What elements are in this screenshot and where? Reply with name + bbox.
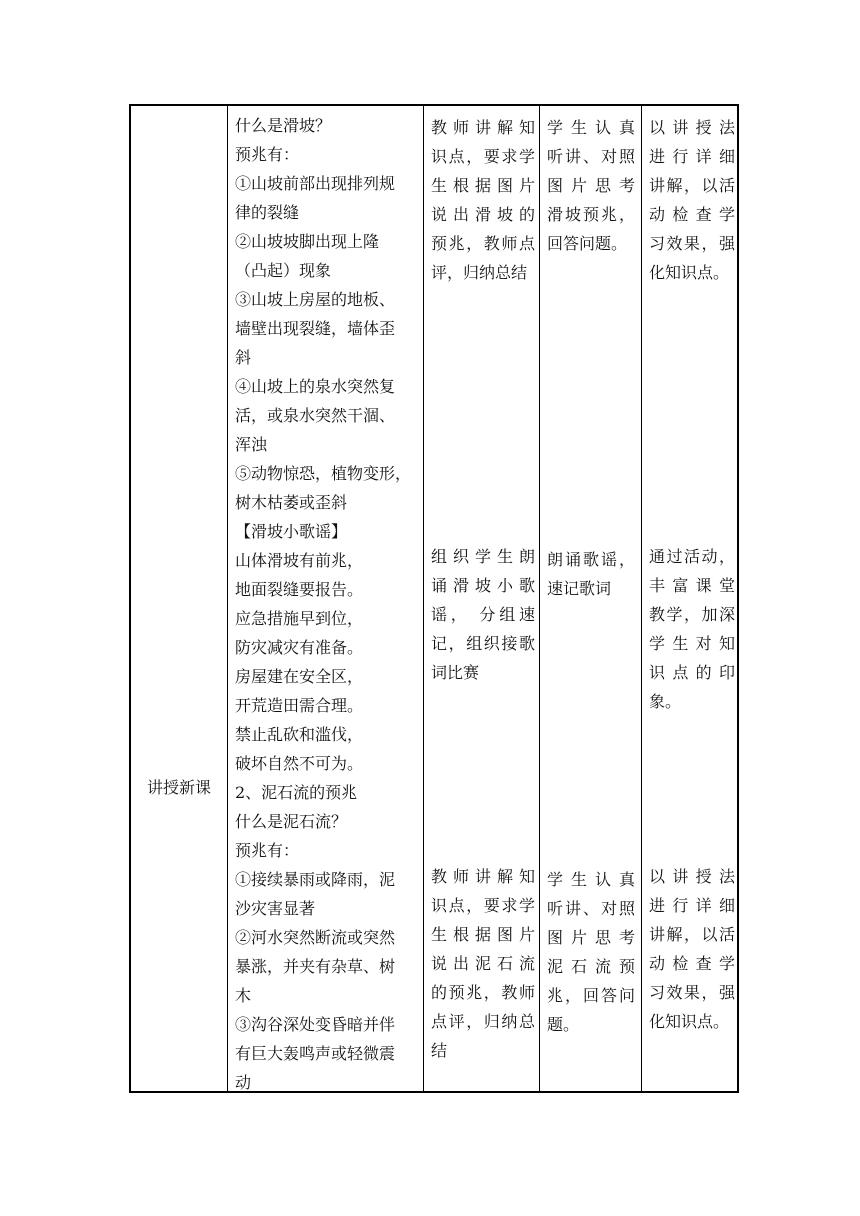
text-line: 滑坡预兆， — [547, 205, 635, 224]
teacher-activity-2 — [431, 542, 535, 687]
text-line: 识点，要求学 — [431, 896, 535, 915]
text-line: 讲解，以活 — [649, 176, 735, 195]
text-line: 防灾减灾有准备。 — [235, 638, 364, 657]
column-divider — [641, 106, 642, 1091]
text-line: 讲解，以活 — [649, 925, 735, 944]
text-line: 诵滑坡小歌 — [431, 576, 535, 595]
text-line: 预兆，教师点 — [431, 234, 535, 253]
text-line: 浑浊 — [235, 435, 268, 454]
text-line: ③山坡上房屋的地板、 — [235, 290, 396, 309]
text-line: 学生对知 — [649, 634, 735, 653]
text-line: 学生认真 — [547, 118, 635, 137]
text-line: 识点的印 — [649, 663, 735, 682]
text-line: ③沟谷深处变昏暗并伴 — [235, 1015, 396, 1034]
text-line: 斜 — [235, 348, 252, 367]
text-line: 评，归纳总结 — [431, 263, 528, 282]
text-line: 谣， 分组速 — [431, 605, 535, 624]
text-line: 【滑坡小歌谣】 — [235, 522, 348, 541]
text-line: 以讲授法 — [649, 118, 735, 137]
text-line: 通过活动， — [649, 547, 735, 566]
text-line: ①接续暴雨或降雨，泥 — [235, 870, 396, 889]
text-line: 识点，要求学 — [431, 147, 535, 166]
text-line: ④山坡上的泉水突然复 — [235, 377, 396, 396]
text-line: 习效果，强 — [649, 234, 735, 253]
text-line: 地面裂缝要报告。 — [235, 580, 364, 599]
text-line: 化知识点。 — [649, 1012, 730, 1031]
text-line: ①山坡前部出现排列规 — [235, 174, 396, 193]
text-line: 化知识点。 — [649, 263, 730, 282]
student-activity-3 — [547, 865, 635, 1039]
text-line: 生根据图片 — [431, 176, 535, 195]
content-column — [235, 111, 419, 1097]
text-line: 习效果，强 — [649, 983, 735, 1002]
text-line: ②山坡坡脚出现上隆 — [235, 232, 380, 251]
teacher-activity-1 — [431, 113, 535, 287]
text-line: 题。 — [547, 1015, 580, 1034]
text-line: 教师讲解知 — [431, 118, 535, 137]
student-activity-2 — [547, 545, 635, 603]
text-line: 破坏自然不可为。 — [235, 754, 364, 773]
text-line: 词比赛 — [431, 663, 480, 682]
text-line: 速记歌词 — [547, 579, 612, 598]
text-line: 预兆有： — [235, 841, 300, 860]
text-line: 墙壁出现裂缝，墙体歪 — [235, 319, 396, 338]
column-divider — [227, 106, 228, 1091]
text-line: 动 — [235, 1073, 252, 1092]
text-line: 暴涨，并夹有杂草、树 — [235, 957, 396, 976]
text-line: （凸起）现象 — [235, 261, 332, 280]
text-line: 组织学生朗 — [431, 547, 535, 566]
text-line: 山体滑坡有前兆， — [235, 551, 364, 570]
text-line: 的预兆，教师 — [431, 983, 535, 1002]
text-line: 说出泥石流 — [431, 954, 535, 973]
text-line: 开荒造田需合理。 — [235, 696, 364, 715]
teacher-activity-3 — [431, 862, 535, 1065]
text-line: 记，组织接歌 — [431, 634, 535, 653]
text-line: 图片思考 — [547, 176, 635, 195]
text-line: 应急措施早到位， — [235, 609, 364, 628]
text-line: 进行详细 — [649, 896, 735, 915]
text-line: 象。 — [649, 692, 682, 711]
text-line: 禁止乱砍和滥伐， — [235, 725, 364, 744]
text-line: 律的裂缝 — [235, 203, 300, 222]
section-label: 讲授新课 — [146, 778, 211, 797]
text-line: 动检查学 — [649, 205, 735, 224]
text-line: 木 — [235, 986, 252, 1005]
text-line: 教学，加深 — [649, 605, 735, 624]
column-divider — [539, 106, 540, 1091]
text-line: 什么是泥石流？ — [235, 812, 348, 831]
text-line: ⑤动物惊恐，植物变形， — [235, 464, 412, 483]
text-line: 丰富课堂 — [649, 576, 735, 595]
text-line: 生根据图片 — [431, 925, 535, 944]
text-line: 学生认真 — [547, 870, 635, 889]
text-line: 兆，回答问 — [547, 986, 635, 1005]
text-line: 房屋建在安全区， — [235, 667, 364, 686]
text-line: 树木枯萎或歪斜 — [235, 493, 348, 512]
text-line: 活，或泉水突然干涸、 — [235, 406, 396, 425]
text-line: 结 — [431, 1041, 448, 1060]
text-line: 点评，归纳总 — [431, 1012, 535, 1031]
text-line: 2、泥石流的预兆 — [235, 783, 358, 802]
text-line: ②河水突然断流或突然 — [235, 928, 396, 947]
text-line: 说出滑坡的 — [431, 205, 535, 224]
text-line: 图片思考 — [547, 928, 635, 947]
text-line: 进行详细 — [649, 147, 735, 166]
column-divider — [423, 106, 424, 1091]
text-line: 有巨大轰鸣声或轻微震 — [235, 1044, 396, 1063]
text-line: 教师讲解知 — [431, 867, 535, 886]
lesson-table — [129, 104, 739, 1093]
design-purpose-1 — [649, 113, 735, 287]
text-line: 回答问题。 — [547, 234, 628, 253]
text-line: 朗诵歌谣， — [547, 550, 635, 569]
student-activity-1 — [547, 113, 635, 258]
text-line: 沙灾害显著 — [235, 899, 316, 918]
text-line: 什么是滑坡？ — [235, 116, 332, 135]
design-purpose-3 — [649, 862, 735, 1036]
text-line: 以讲授法 — [649, 867, 735, 886]
text-line: 预兆有： — [235, 145, 300, 164]
text-line: 听讲、对照 — [547, 147, 635, 166]
text-line: 听讲、对照 — [547, 899, 635, 918]
design-purpose-2 — [649, 542, 735, 716]
text-line: 动检查学 — [649, 954, 735, 973]
text-line: 泥石流预 — [547, 957, 635, 976]
